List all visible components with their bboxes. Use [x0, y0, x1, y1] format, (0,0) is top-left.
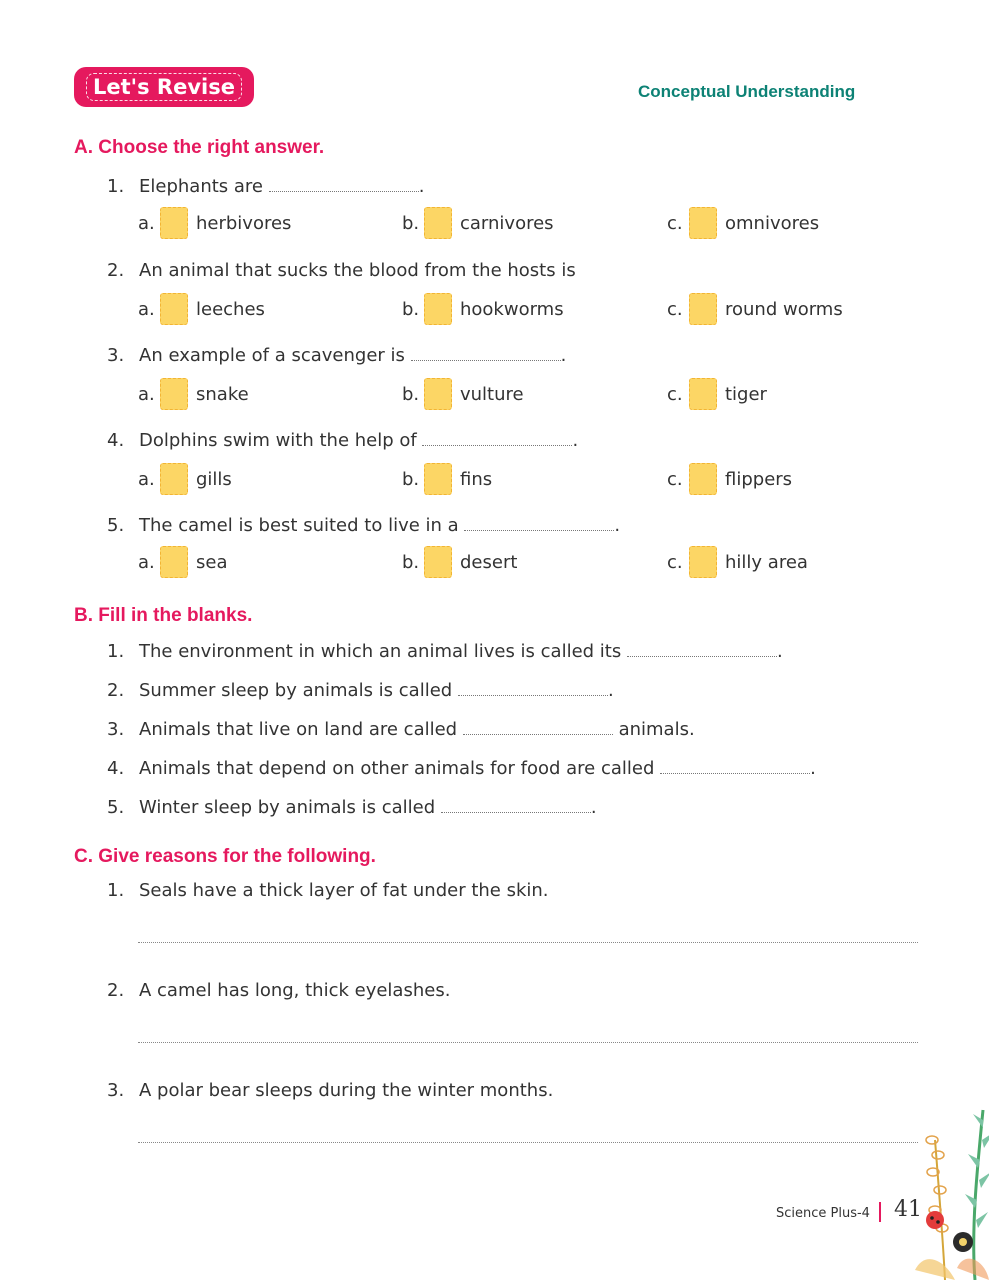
badge-label: Let's Revise — [86, 73, 242, 101]
book-title: Science Plus-4 — [776, 1206, 870, 1221]
answer-checkbox[interactable] — [424, 207, 452, 239]
answer-checkbox[interactable] — [689, 463, 717, 495]
item-text: The environment in which an animal lives is called its — [139, 641, 622, 662]
item-text: A polar bear sleeps during the winter months. — [139, 1080, 554, 1101]
question-text: An animal that sucks the blood from the hosts is — [139, 260, 576, 281]
option-letter: b. — [402, 551, 420, 573]
option-b — [402, 378, 524, 410]
question-4 — [107, 429, 578, 453]
question-end: . — [572, 430, 579, 451]
option-text: tiger — [725, 383, 767, 405]
option-a — [138, 463, 232, 495]
question-end: . — [418, 176, 425, 197]
item-after: . — [607, 680, 614, 701]
question-number: 1. — [107, 176, 125, 197]
answer-checkbox[interactable] — [424, 546, 452, 578]
option-c — [667, 546, 808, 578]
fill-blank[interactable] — [660, 757, 810, 774]
option-text: desert — [460, 551, 518, 573]
option-text: hookworms — [460, 298, 564, 320]
item-number: 3. — [107, 1080, 125, 1101]
option-a — [138, 378, 249, 410]
option-text: sea — [196, 551, 228, 573]
answer-checkbox[interactable] — [160, 207, 188, 239]
option-letter: a. — [138, 383, 155, 405]
option-letter: c. — [667, 212, 683, 234]
item-after: . — [810, 758, 816, 779]
question-text: Dolphins swim with the help of — [139, 430, 417, 451]
answer-blank[interactable] — [269, 175, 419, 192]
option-a — [138, 546, 227, 578]
blank-item-5 — [107, 796, 597, 820]
reason-item-3 — [107, 1079, 553, 1103]
question-text: The camel is best suited to live in a — [139, 515, 459, 536]
question-text: Elephants are — [139, 176, 263, 197]
item-number: 2. — [107, 980, 125, 1001]
section-b-title: B. Fill in the blanks. — [74, 605, 253, 626]
option-letter: b. — [402, 468, 420, 490]
option-c — [667, 463, 792, 495]
option-text: flippers — [725, 468, 793, 490]
option-text: carnivores — [460, 212, 554, 234]
option-text: fins — [460, 468, 493, 490]
answer-checkbox[interactable] — [689, 207, 717, 239]
blank-item-1 — [107, 640, 783, 664]
blank-item-3 — [107, 718, 695, 742]
footer-divider — [879, 1202, 881, 1222]
answer-checkbox[interactable] — [160, 293, 188, 325]
fill-blank[interactable] — [458, 679, 608, 696]
question-3 — [107, 344, 566, 368]
answer-checkbox[interactable] — [424, 463, 452, 495]
option-b — [402, 293, 564, 325]
item-after: . — [590, 797, 597, 818]
page-number: 41 — [894, 1197, 922, 1222]
answer-blank[interactable] — [411, 344, 561, 361]
category-label: Conceptual Understanding — [638, 82, 856, 101]
option-text: round worms — [725, 298, 843, 320]
fill-blank[interactable] — [441, 796, 591, 813]
question-2 — [107, 259, 576, 283]
item-text: Summer sleep by animals is called — [139, 680, 453, 701]
option-c — [667, 207, 819, 239]
option-text: vulture — [460, 383, 524, 405]
answer-checkbox[interactable] — [689, 378, 717, 410]
answer-checkbox[interactable] — [160, 546, 188, 578]
option-c — [667, 293, 843, 325]
answer-line[interactable] — [138, 1142, 918, 1143]
question-1 — [107, 175, 424, 199]
option-c — [667, 378, 767, 410]
option-letter: c. — [667, 468, 683, 490]
question-end: . — [560, 345, 567, 366]
option-letter: a. — [138, 212, 155, 234]
option-text: snake — [196, 383, 249, 405]
item-text: Animals that depend on other animals for food are called — [139, 758, 655, 779]
question-number: 4. — [107, 430, 125, 451]
item-after: . — [776, 641, 783, 662]
option-text: leeches — [196, 298, 265, 320]
section-a-title: A. Choose the right answer. — [74, 137, 325, 158]
item-number: 1. — [107, 880, 125, 901]
section-c-title: C. Give reasons for the following. — [74, 846, 376, 867]
item-number: 3. — [107, 719, 125, 740]
option-b — [402, 463, 492, 495]
item-text: Winter sleep by animals is called — [139, 797, 436, 818]
lets-revise-badge — [74, 67, 254, 107]
item-text: A camel has long, thick eyelashes. — [139, 980, 451, 1001]
question-number: 5. — [107, 515, 125, 536]
answer-line[interactable] — [138, 1042, 918, 1043]
option-text: omnivores — [725, 212, 820, 234]
option-letter: c. — [667, 551, 683, 573]
option-letter: a. — [138, 551, 155, 573]
answer-blank[interactable] — [464, 514, 614, 531]
reason-item-1 — [107, 879, 549, 903]
question-end: . — [614, 515, 621, 536]
option-letter: b. — [402, 383, 420, 405]
blank-item-2 — [107, 679, 614, 703]
option-b — [402, 207, 554, 239]
option-letter: b. — [402, 212, 420, 234]
reason-item-2 — [107, 979, 450, 1003]
answer-checkbox[interactable] — [689, 546, 717, 578]
item-number: 5. — [107, 797, 125, 818]
option-letter: a. — [138, 468, 155, 490]
option-letter: b. — [402, 298, 420, 320]
answer-checkbox[interactable] — [424, 293, 452, 325]
question-number: 3. — [107, 345, 125, 366]
answer-blank[interactable] — [422, 429, 572, 446]
answer-line[interactable] — [138, 942, 918, 943]
answer-checkbox[interactable] — [160, 378, 188, 410]
answer-checkbox[interactable] — [689, 293, 717, 325]
item-number: 1. — [107, 641, 125, 662]
plant-decoration-icon — [905, 1100, 989, 1280]
question-5 — [107, 514, 620, 538]
item-number: 4. — [107, 758, 125, 779]
option-text: hilly area — [725, 551, 808, 573]
option-a — [138, 293, 265, 325]
item-text: Animals that live on land are called — [139, 719, 458, 740]
answer-checkbox[interactable] — [160, 463, 188, 495]
option-letter: c. — [667, 298, 683, 320]
item-number: 2. — [107, 680, 125, 701]
option-letter: a. — [138, 298, 155, 320]
fill-blank[interactable] — [627, 640, 777, 657]
option-letter: c. — [667, 383, 683, 405]
answer-checkbox[interactable] — [424, 378, 452, 410]
item-after: animals. — [612, 719, 695, 740]
fill-blank[interactable] — [463, 718, 613, 735]
question-text: An example of a scavenger is — [139, 345, 405, 366]
item-text: Seals have a thick layer of fat under the skin. — [139, 880, 549, 901]
option-text: herbivores — [196, 212, 292, 234]
option-a — [138, 207, 291, 239]
option-b — [402, 546, 517, 578]
option-text: gills — [196, 468, 232, 490]
question-number: 2. — [107, 260, 125, 281]
blank-item-4 — [107, 757, 816, 781]
